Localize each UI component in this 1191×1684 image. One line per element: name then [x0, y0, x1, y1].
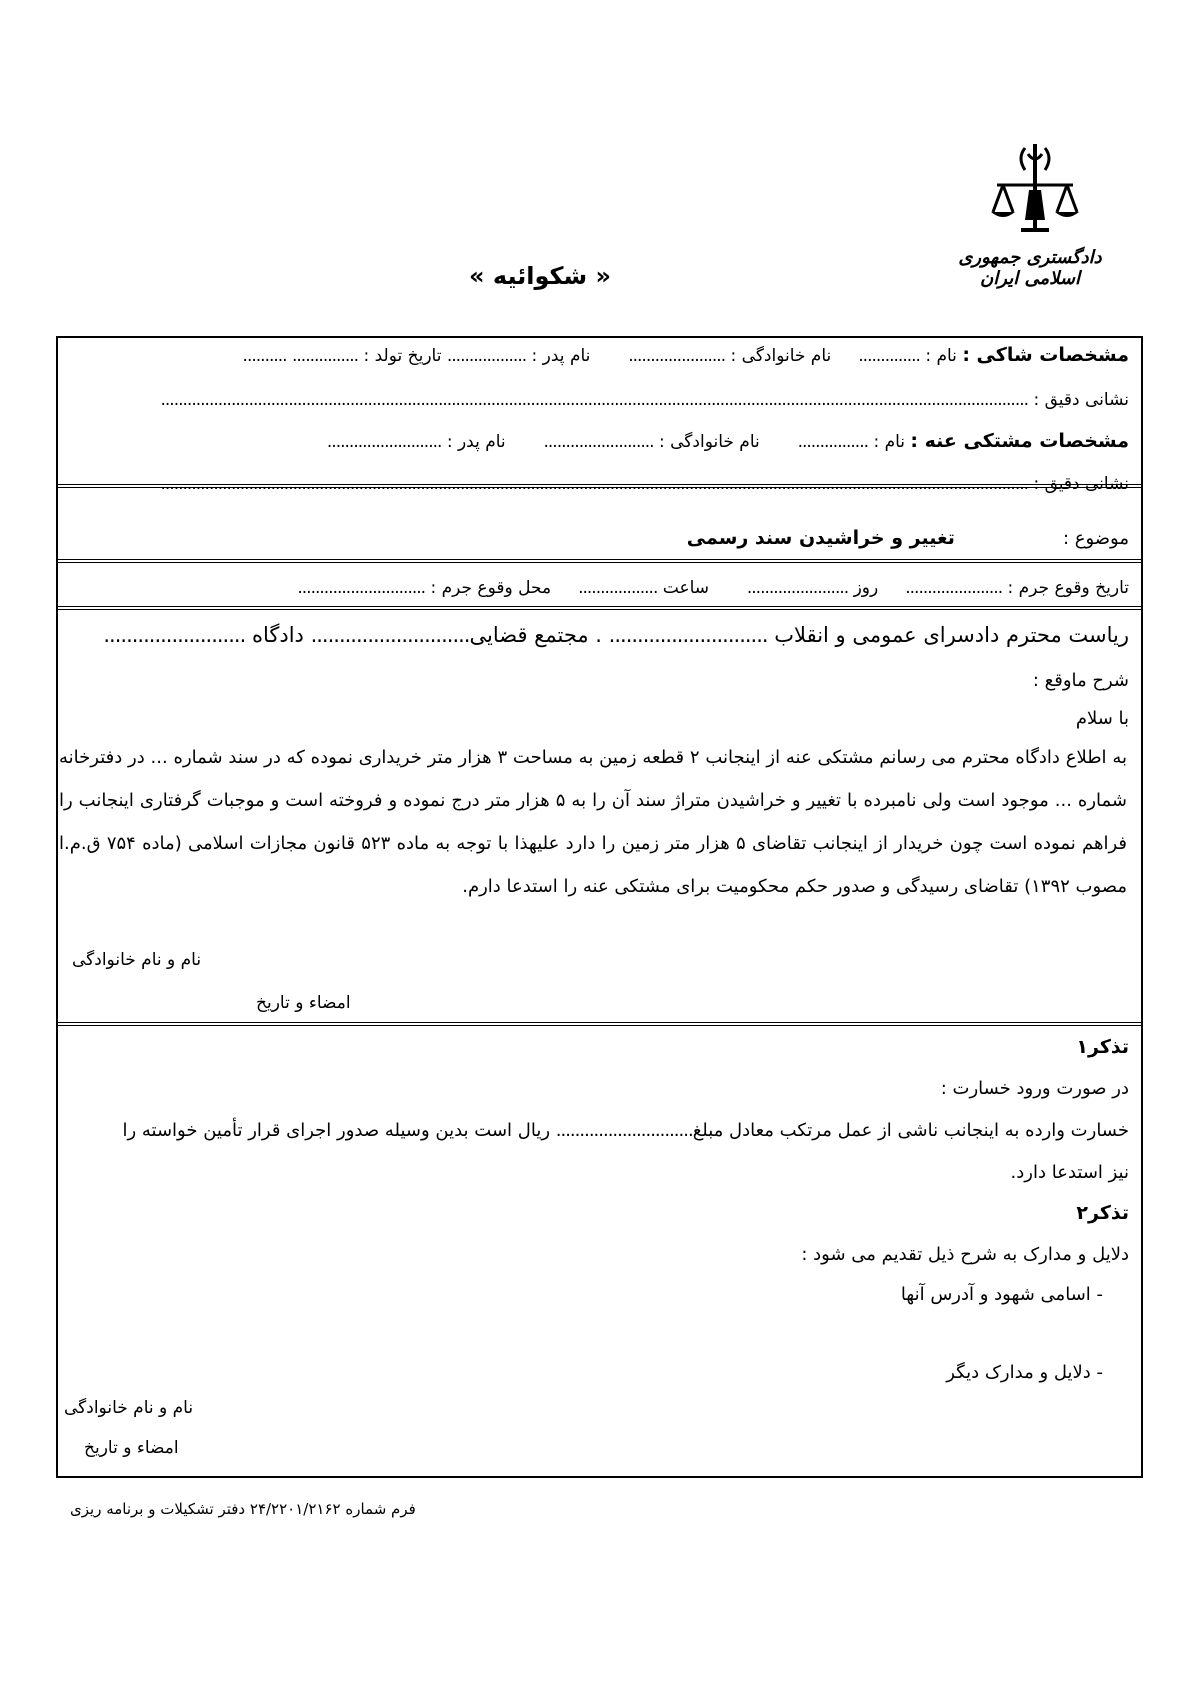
note2-item-witnesses: - اسامی شهود و آدرس آنها: [900, 1284, 1103, 1305]
form-frame: [56, 336, 1143, 1478]
addressee-complex: . مجتمع قضایی: [469, 623, 602, 647]
defendant-address-label: نشانی دقیق :: [1033, 474, 1129, 494]
note2-name-signature: نام و نام خانوادگی: [64, 1398, 194, 1418]
complainant-address-label: نشانی دقیق :: [1033, 390, 1129, 410]
divider-subject: [56, 559, 1143, 563]
addressee-prefix: ریاست محترم دادسرای عمومی و انقلاب: [774, 623, 1129, 647]
complainant-sign-date: امضاء و تاریخ: [256, 993, 351, 1013]
crime-place-field[interactable]: .............................: [297, 578, 426, 598]
defendant-family-label: نام خانوادگی :: [659, 432, 760, 452]
complainant-birth-field[interactable]: ...............: [292, 346, 359, 366]
note1-line1-a: خسارت وارده به اینجانب ناشی از عمل مرتکب معادل مبلغ: [692, 1120, 1129, 1141]
complainant-name-label: نام :: [925, 346, 957, 366]
addressee-row: [66, 623, 1129, 647]
complainant-address-field[interactable]: .....................................................................................................................................................................................................: [160, 390, 1029, 410]
defendant-name-label: نام :: [873, 432, 906, 452]
crime-date-label: تاریخ وقوع جرم :: [1007, 578, 1129, 598]
crime-hour-field[interactable]: ..................: [578, 578, 658, 598]
note1-intro: در صورت ورود خسارت :: [940, 1078, 1129, 1099]
defendant-row: [66, 430, 1129, 452]
crime-hour-label: ساعت: [662, 578, 710, 598]
subject-row: [66, 527, 1129, 549]
crime-day-label: روز: [853, 578, 879, 598]
complainant-family-field[interactable]: ......................: [628, 346, 726, 366]
divider-crime: [56, 606, 1143, 610]
complainant-father-field[interactable]: ..................: [446, 346, 527, 366]
prosecutor-office-field[interactable]: ............................: [608, 623, 768, 647]
judiciary-name: دادگستری جمهوری اسلامی ایران: [958, 247, 1102, 289]
complainant-name-field[interactable]: ..............: [858, 346, 920, 366]
crime-day-field[interactable]: .......................: [746, 578, 849, 598]
complainant-birth-label: تاریخ تولد :: [363, 346, 442, 366]
note1-title: تذکر۱: [1076, 1036, 1129, 1058]
crime-date-field[interactable]: ......................: [905, 578, 1003, 598]
description-line-2: شماره ... موجود است ولی نامبرده با تغییر و خراشیدن متراژ سند آن را به ۵ هزار متر درج نموده و فروخته است و موجبات گرفتاری اینجانب را: [59, 790, 1127, 811]
description-line-3: فراهم نموده است چون خریدار از اینجانب تقاضای ۵ هزار متر زمین را دارد علیهذا با توجه به ماده ۵۲۳ قانون مجازات اسلامی (ماده ۷۵۴ ق.م.ا: [59, 833, 1128, 854]
note1-line2: نیز استدعا دارد.: [1010, 1162, 1129, 1183]
complainant-address-row: [66, 390, 1129, 410]
subject-label: موضوع :: [1062, 528, 1129, 549]
iran-judiciary-emblem-icon: [985, 140, 1085, 240]
defendant-address-field[interactable]: .....................................................................................................................................................................................................: [160, 474, 1029, 494]
description-line-4: مصوب ۱۳۹۲) تقاضای رسیدگی و صدور حکم محکومیت برای مشتکی عنه را استدعا دارم.: [462, 876, 1127, 897]
crime-row: [66, 578, 1129, 598]
document-title: « شکوائیه »: [469, 262, 611, 290]
note1-line1-b: ریال است بدین وسیله صدور اجرای قرار تأمین خواسته را: [122, 1120, 551, 1141]
defendant-name-field[interactable]: ................: [797, 432, 869, 452]
divider-notes: [56, 1022, 1143, 1026]
description-label: شرح ماوقع :: [1032, 670, 1129, 691]
defendant-family-field[interactable]: .........................: [543, 432, 654, 452]
complainant-father-label: نام پدر :: [531, 346, 591, 366]
defendant-address-row: [66, 474, 1129, 494]
note2-item-other-evidence: - دلایل و مدارک دیگر: [946, 1362, 1103, 1383]
greeting: با سلام: [1075, 708, 1129, 729]
subject-value: تغییر و خراشیدن سند رسمی: [686, 527, 955, 549]
note2-title: تذکر۲: [1076, 1202, 1129, 1224]
complainant-name-signature: نام و نام خانوادگی: [72, 950, 202, 970]
form-number: فرم شماره ۲۴/۲۲۰۱/۲۱۶۲ دفتر تشکیلات و برنامه ریزی: [70, 1500, 416, 1518]
court-field[interactable]: .........................: [103, 623, 246, 647]
addressee-court: دادگاه: [251, 623, 304, 647]
complainant-heading: مشخصات شاکی :: [962, 344, 1129, 366]
defendant-father-field[interactable]: ..........................: [326, 432, 442, 452]
defendant-heading: مشخصات مشتکی عنه :: [910, 430, 1129, 452]
complainant-row: [66, 344, 1129, 366]
damage-amount-field[interactable]: .............................: [555, 1120, 693, 1141]
complainant-family-label: نام خانوادگی :: [730, 346, 832, 366]
judicial-complex-field[interactable]: ............................: [310, 623, 470, 647]
defendant-father-label: نام پدر :: [446, 432, 506, 452]
note2-intro: دلایل و مدارک به شرح ذیل تقدیم می شود :: [801, 1244, 1129, 1265]
note2-sign-date: امضاء و تاریخ: [84, 1438, 179, 1458]
note1-line1: [66, 1120, 1129, 1141]
description-line-1: به اطلاع دادگاه محترم می رسانم مشتکی عنه از اینجانب ۲ قطعه زمین به مساحت ۳ هزار متر خریداری نموده که در سند شماره ... در دفترخانه: [59, 747, 1127, 768]
crime-place-label: محل وقوع جرم :: [430, 578, 552, 598]
complainant-birth-field-extra[interactable]: ..........: [242, 346, 287, 366]
